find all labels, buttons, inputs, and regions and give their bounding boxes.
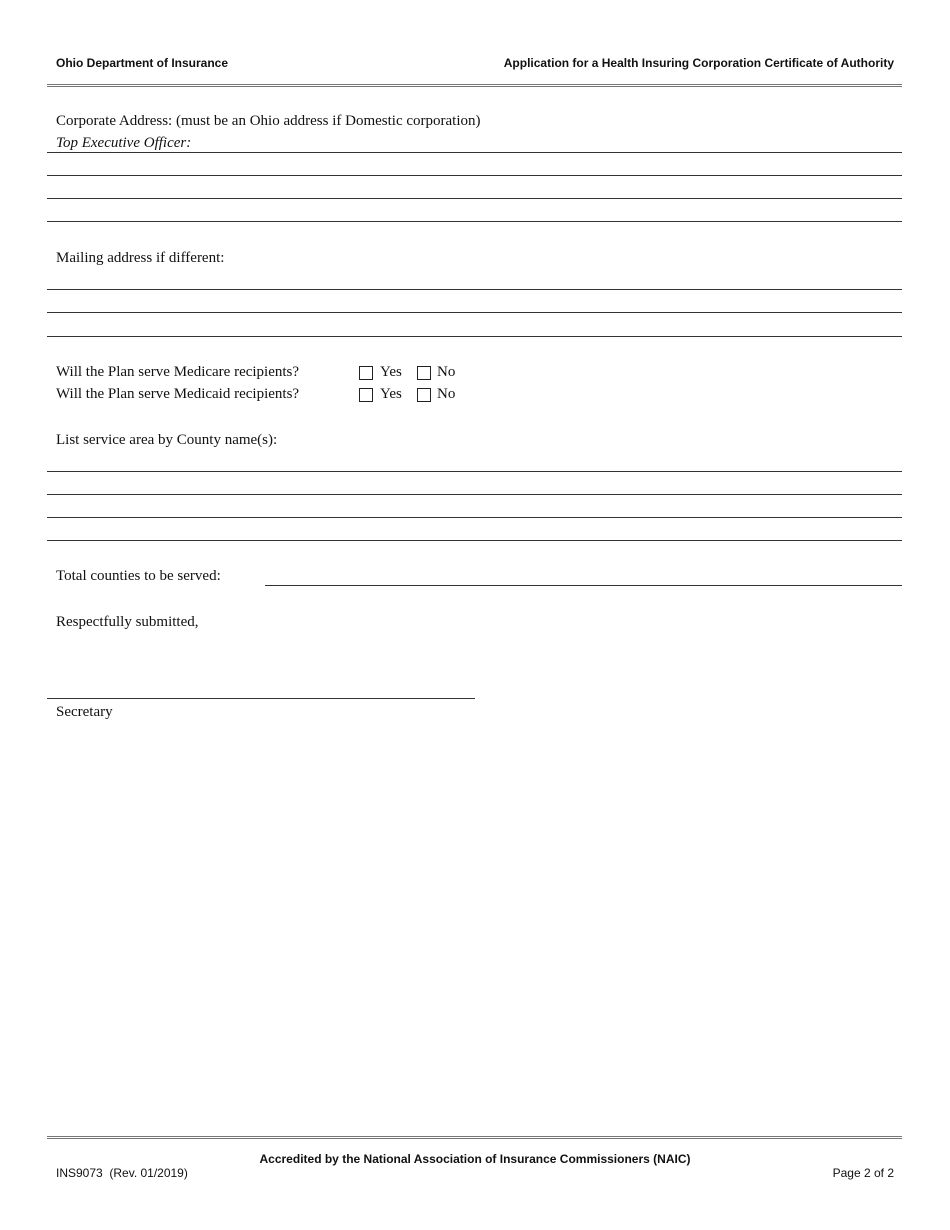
signature-line[interactable] (47, 698, 475, 699)
closing-text: Respectfully submitted, (56, 614, 199, 630)
service-area-line-1[interactable] (47, 471, 902, 472)
medicare-no-label: No (437, 364, 456, 380)
mailing-address-line-3[interactable] (47, 336, 902, 337)
service-area-label: List service area by County name(s): (56, 432, 278, 448)
total-counties-field[interactable] (265, 585, 902, 586)
medicaid-yes-checkbox[interactable] (359, 388, 373, 402)
corporate-address-label: Corporate Address: (must be an Ohio address if Domestic corporation) (56, 113, 481, 129)
header-divider (47, 84, 902, 87)
mailing-address-label: Mailing address if different: (56, 250, 225, 266)
signature-title: Secretary (56, 704, 113, 720)
form-title: Application for a Health Insuring Corporation Certificate of Authority (503, 56, 894, 70)
mailing-address-line-2[interactable] (47, 312, 902, 313)
medicare-no-checkbox[interactable] (417, 366, 431, 380)
medicaid-yes-label: Yes (380, 386, 402, 402)
total-counties-label: Total counties to be served: (56, 568, 221, 584)
corporate-address-line-1[interactable] (47, 152, 902, 153)
corporate-address-line-4[interactable] (47, 221, 902, 222)
form-number: INS9073 (Rev. 01/2019) (56, 1166, 188, 1180)
service-area-line-3[interactable] (47, 517, 902, 518)
medicare-yes-checkbox[interactable] (359, 366, 373, 380)
department-name: Ohio Department of Insurance (56, 56, 229, 70)
medicaid-question: Will the Plan serve Medicaid recipients? (56, 386, 300, 402)
medicare-yes-label: Yes (380, 364, 402, 380)
top-executive-label: Top Executive Officer: (56, 135, 192, 151)
service-area-line-4[interactable] (47, 540, 902, 541)
service-area-line-2[interactable] (47, 494, 902, 495)
medicare-question: Will the Plan serve Medicare recipients? (56, 364, 300, 380)
medicaid-no-label: No (437, 386, 456, 402)
accreditation-text: Accredited by the National Association of Insurance Commissioners (NAIC) (259, 1152, 691, 1166)
footer-divider (47, 1136, 902, 1139)
corporate-address-line-3[interactable] (47, 198, 902, 199)
corporate-address-line-2[interactable] (47, 175, 902, 176)
page-number: Page 2 of 2 (832, 1166, 894, 1180)
mailing-address-line-1[interactable] (47, 289, 902, 290)
medicaid-no-checkbox[interactable] (417, 388, 431, 402)
